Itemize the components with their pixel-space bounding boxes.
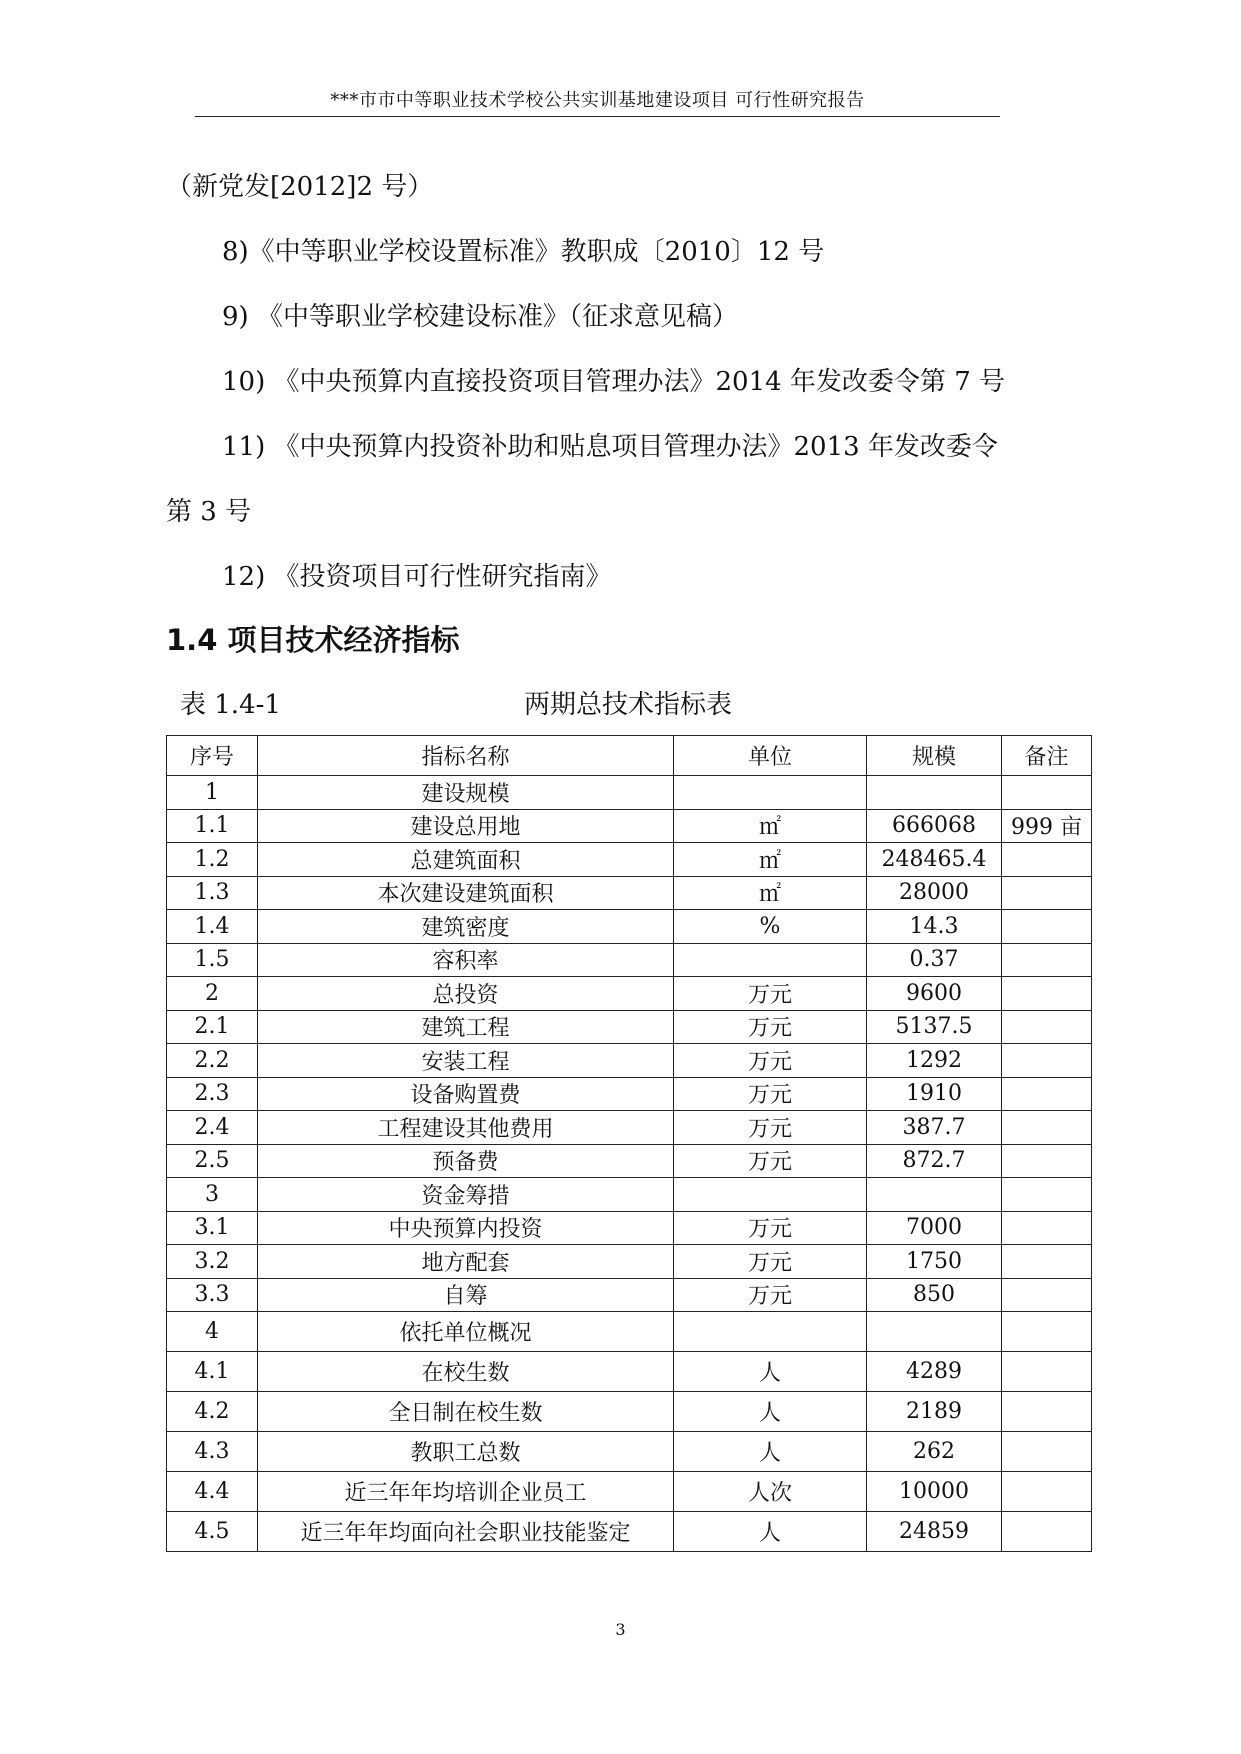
table-row: [167, 1472, 1092, 1512]
body-line: 11) 《中央预算内投资补助和贴息项目管理办法》2013 年发改委令: [222, 432, 998, 462]
cell-name: 全日制在校生数: [258, 1392, 674, 1432]
table-row: [167, 1352, 1092, 1392]
cell-unit: ㎡: [674, 876, 867, 910]
cell-unit: 万元: [674, 1245, 867, 1279]
table-row: [167, 977, 1092, 1011]
cell-scale: 4289: [867, 1352, 1002, 1392]
cell-seq: 1.2: [167, 843, 258, 877]
cell-name: 教职工总数: [258, 1432, 674, 1472]
cell-remarks: [1002, 1077, 1092, 1111]
cell-name: 设备购置费: [258, 1077, 674, 1111]
table-row: [167, 876, 1092, 910]
cell-unit: 万元: [674, 1010, 867, 1044]
body-line: （新党发[2012]2 号）: [166, 172, 434, 202]
table-row: [167, 1211, 1092, 1245]
cell-remarks: [1002, 876, 1092, 910]
table-row: [167, 943, 1092, 977]
cell-remarks: [1002, 1512, 1092, 1552]
table-row: [167, 1077, 1092, 1111]
table-row: [167, 809, 1092, 843]
running-header: ***市市中等职业技术学校公共实训基地建设项目 可行性研究报告: [330, 90, 865, 111]
cell-seq: 4.3: [167, 1432, 258, 1472]
cell-unit: 万元: [674, 977, 867, 1011]
body-line: 9) 《中等职业学校建设标准》（征求意见稿）: [222, 302, 738, 332]
cell-unit: 万元: [674, 1077, 867, 1111]
cell-seq: 1.3: [167, 876, 258, 910]
cell-scale: 850: [867, 1278, 1002, 1312]
table-body: [167, 776, 1092, 1552]
cell-name: 总建筑面积: [258, 843, 674, 877]
cell-remarks: 999 亩: [1002, 809, 1092, 843]
cell-unit: [674, 776, 867, 810]
cell-name: 预备费: [258, 1144, 674, 1178]
cell-scale: 9600: [867, 977, 1002, 1011]
cell-name: 建筑工程: [258, 1010, 674, 1044]
table-row: [167, 1312, 1092, 1352]
table-row: [167, 910, 1092, 944]
table-row: [167, 1144, 1092, 1178]
cell-seq: 3.1: [167, 1211, 258, 1245]
cell-name: 地方配套: [258, 1245, 674, 1279]
table-row: [167, 843, 1092, 877]
table-row: [167, 1512, 1092, 1552]
cell-name: 安装工程: [258, 1044, 674, 1078]
table-row: [167, 1245, 1092, 1279]
cell-name: 建筑密度: [258, 910, 674, 944]
cell-seq: 1: [167, 776, 258, 810]
cell-scale: 666068: [867, 809, 1002, 843]
cell-remarks: [1002, 1432, 1092, 1472]
cell-scale: 262: [867, 1432, 1002, 1472]
cell-name: 资金筹措: [258, 1178, 674, 1212]
cell-seq: 2.4: [167, 1111, 258, 1145]
cell-name: 建设规模: [258, 776, 674, 810]
table-header-row: [167, 736, 1092, 776]
cell-seq: 4.4: [167, 1472, 258, 1512]
cell-scale: 5137.5: [867, 1010, 1002, 1044]
cell-scale: 1910: [867, 1077, 1002, 1111]
cell-remarks: [1002, 1211, 1092, 1245]
table-caption-number: 表 1.4-1: [180, 690, 281, 720]
cell-remarks: [1002, 1392, 1092, 1432]
cell-unit: [674, 1178, 867, 1212]
cell-name: 近三年年均面向社会职业技能鉴定: [258, 1512, 674, 1552]
cell-remarks: [1002, 1245, 1092, 1279]
cell-scale: [867, 1178, 1002, 1212]
cell-unit: [674, 1312, 867, 1352]
cell-remarks: [1002, 843, 1092, 877]
table-row: [167, 1432, 1092, 1472]
cell-name: 中央预算内投资: [258, 1211, 674, 1245]
cell-scale: 7000: [867, 1211, 1002, 1245]
cell-seq: 1.1: [167, 809, 258, 843]
cell-unit: 人: [674, 1392, 867, 1432]
cell-scale: 387.7: [867, 1111, 1002, 1145]
cell-name: 建设总用地: [258, 809, 674, 843]
column-header-remarks: 备注: [1002, 736, 1092, 776]
cell-seq: 2: [167, 977, 258, 1011]
cell-scale: [867, 1312, 1002, 1352]
cell-remarks: [1002, 1178, 1092, 1212]
cell-remarks: [1002, 1010, 1092, 1044]
cell-unit: 人: [674, 1432, 867, 1472]
cell-remarks: [1002, 1044, 1092, 1078]
cell-unit: ㎡: [674, 843, 867, 877]
cell-scale: 14.3: [867, 910, 1002, 944]
cell-unit: 万元: [674, 1278, 867, 1312]
section-heading: 1.4 项目技术经济指标: [166, 623, 460, 657]
cell-seq: 3.2: [167, 1245, 258, 1279]
cell-seq: 4.1: [167, 1352, 258, 1392]
cell-remarks: [1002, 1111, 1092, 1145]
body-line: 12) 《投资项目可行性研究指南》: [222, 562, 612, 592]
column-header-seq: 序号: [167, 736, 258, 776]
table-row: [167, 776, 1092, 810]
cell-seq: 2.2: [167, 1044, 258, 1078]
column-header-unit: 单位: [674, 736, 867, 776]
header-divider: [195, 116, 1000, 117]
cell-unit: 人次: [674, 1472, 867, 1512]
cell-remarks: [1002, 910, 1092, 944]
cell-remarks: [1002, 1472, 1092, 1512]
cell-unit: 人: [674, 1512, 867, 1552]
cell-remarks: [1002, 776, 1092, 810]
cell-seq: 3.3: [167, 1278, 258, 1312]
body-line: 8)《中等职业学校设置标准》教职成〔2010〕12 号: [222, 237, 825, 267]
cell-seq: 4.5: [167, 1512, 258, 1552]
cell-unit: 万元: [674, 1111, 867, 1145]
page-number: 3: [615, 1620, 626, 1639]
column-header-name: 指标名称: [258, 736, 674, 776]
cell-scale: [867, 776, 1002, 810]
table-row: [167, 1392, 1092, 1432]
table-row: [167, 1010, 1092, 1044]
cell-seq: 2.5: [167, 1144, 258, 1178]
cell-unit: 人: [674, 1352, 867, 1392]
cell-remarks: [1002, 1278, 1092, 1312]
table-row: [167, 1178, 1092, 1212]
cell-name: 容积率: [258, 943, 674, 977]
cell-unit: ㎡: [674, 809, 867, 843]
cell-remarks: [1002, 1352, 1092, 1392]
cell-unit: %: [674, 910, 867, 944]
column-header-scale: 规模: [867, 736, 1002, 776]
body-line: 第 3 号: [166, 497, 252, 527]
cell-name: 依托单位概况: [258, 1312, 674, 1352]
cell-unit: 万元: [674, 1044, 867, 1078]
cell-seq: 3: [167, 1178, 258, 1212]
cell-scale: 0.37: [867, 943, 1002, 977]
cell-scale: 1292: [867, 1044, 1002, 1078]
cell-name: 总投资: [258, 977, 674, 1011]
cell-unit: 万元: [674, 1211, 867, 1245]
cell-seq: 2.3: [167, 1077, 258, 1111]
cell-scale: 24859: [867, 1512, 1002, 1552]
cell-seq: 2.1: [167, 1010, 258, 1044]
cell-scale: 1750: [867, 1245, 1002, 1279]
cell-seq: 1.4: [167, 910, 258, 944]
table-row: [167, 1111, 1092, 1145]
cell-unit: [674, 943, 867, 977]
cell-remarks: [1002, 977, 1092, 1011]
cell-remarks: [1002, 1312, 1092, 1352]
cell-seq: 4: [167, 1312, 258, 1352]
cell-seq: 1.5: [167, 943, 258, 977]
cell-scale: 248465.4: [867, 843, 1002, 877]
cell-name: 在校生数: [258, 1352, 674, 1392]
technical-indicators-table: [166, 735, 1092, 1552]
table-row: [167, 1044, 1092, 1078]
cell-remarks: [1002, 1144, 1092, 1178]
cell-unit: 万元: [674, 1144, 867, 1178]
cell-name: 本次建设建筑面积: [258, 876, 674, 910]
cell-scale: 2189: [867, 1392, 1002, 1432]
cell-name: 工程建设其他费用: [258, 1111, 674, 1145]
cell-remarks: [1002, 943, 1092, 977]
table-row: [167, 1278, 1092, 1312]
cell-name: 自筹: [258, 1278, 674, 1312]
table-caption-title: 两期总技术指标表: [524, 690, 733, 720]
cell-name: 近三年年均培训企业员工: [258, 1472, 674, 1512]
body-line: 10) 《中央预算内直接投资项目管理办法》2014 年发改委令第 7 号: [222, 367, 1005, 397]
cell-scale: 28000: [867, 876, 1002, 910]
cell-scale: 872.7: [867, 1144, 1002, 1178]
cell-seq: 4.2: [167, 1392, 258, 1432]
cell-scale: 10000: [867, 1472, 1002, 1512]
